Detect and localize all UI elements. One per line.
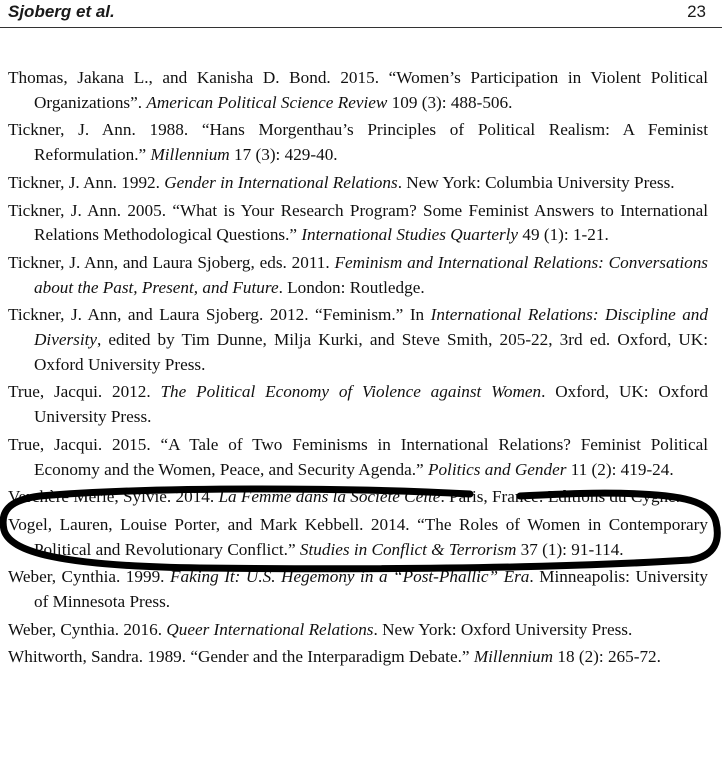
reference-entry: Whitworth, Sandra. 1989. “Gender and the Interparadigm Debate.” Millennium 18 (2): 265-72. (8, 647, 661, 667)
reference-entry: Tickner, J. Ann. 2005. “What is Your Research Program? Some Feminist Answers to International Relations Methodological Questions.” International Studies Quarterly 49 (1): 1-21. (8, 200, 708, 245)
reference-entry: Tickner, J. Ann, and Laura Sjoberg. 2012. “Feminism.” In International Relations: Discipline and Diversity, edited by Tim Dunne, Milja Kurki, and Steve Smith, 205-22, 3rd ed. Oxford, UK: Oxford University Press. (8, 305, 708, 374)
reference-entry: Tickner, J. Ann. 1992. Gender in International Relations. New York: Columbia University Press. (8, 172, 675, 192)
running-header (0, 0, 722, 30)
reference-list (8, 66, 708, 673)
reference-entry: Tickner, J. Ann. 1988. “Hans Morgenthau’s Principles of Political Realism: A Feminist Reformulation.” Millennium 17 (3): 429-40. (8, 120, 708, 165)
reference-entry: True, Jacqui. 2015. “A Tale of Two Feminisms in International Relations? Feminist Political Economy and the Women, Peace, and Security Agenda.” Politics and Gender 11 (2): 419-24. (8, 434, 708, 479)
reference-entry-circled: Verchère Merle, Sylvie. 2014. La Femme dans la Société Celte. Paris, France: Editions du Cygne. (8, 487, 681, 507)
reference-entry: Tickner, J. Ann, and Laura Sjoberg, eds. 2011. Feminism and International Relations: Conversations about the Past, Present, and Future. London: Routledge. (8, 252, 708, 297)
reference-entry: Thomas, Jakana L., and Kanisha D. Bond. 2015. “Women’s Participation in Violent Political Organizations”. American Political Science Review 109 (3): 488-506. (8, 68, 708, 112)
running-header-author: Sjoberg et al. (8, 2, 115, 21)
page-number: 23 (687, 2, 706, 21)
reference-entry: Weber, Cynthia. 1999. Faking It: U.S. Hegemony in a “Post-Phallic” Era. Minneapolis: University of Minnesota Press. (8, 567, 709, 612)
reference-entry: Weber, Cynthia. 2016. Queer International Relations. New York: Oxford University Press. (8, 619, 633, 639)
reference-entry: Vogel, Lauren, Louise Porter, and Mark Kebbell. 2014. “The Roles of Women in Contemporary Political and Revolutionary Conflict.” Studies in Conflict & Terrorism 37 (1): 91-114. (8, 514, 708, 559)
reference-entry: True, Jacqui. 2012. The Political Economy of Violence against Women. Oxford, UK: Oxford University Press. (8, 382, 708, 427)
header-rule (0, 27, 722, 28)
